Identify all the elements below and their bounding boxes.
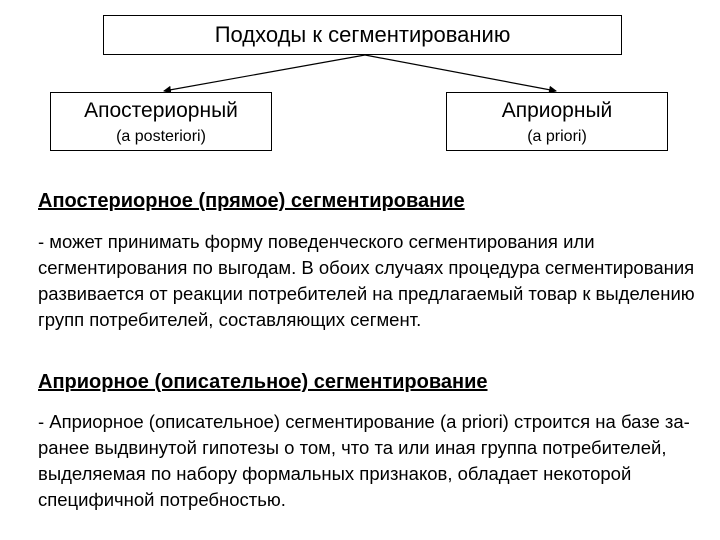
section-text-aposteriori: - может принимать форму поведенческого сегментирования или сегментирования по выгодам. В обоих случаях процедура сегментирования развивается от реакции потребителей на предлагаемый товар к выделению групп потребителей, составляющих сегмент. xyxy=(38,231,695,330)
section-heading-aposteriori: Апостериорное (прямое) сегментирование xyxy=(38,190,465,212)
branch-apriori-label: Априорный xyxy=(501,99,613,122)
section-text-apriori: - Априорное (описательное) сегментирование (a priori) строится на базе за-ранее выдвинутой гипотезы о том, что та или иная группа потребителей, выделяемая по набору формальных признаков, обладает некоторой специфичной потребностью. xyxy=(38,411,690,510)
arrow-to-aposteriori xyxy=(164,55,365,91)
branch-aposteriori-sublabel: (a posteriori) xyxy=(116,128,206,145)
root-node-title: Подходы к сегментированию xyxy=(214,22,511,47)
arrow-to-apriori xyxy=(365,55,556,91)
branch-aposteriori-label: Апостериорный xyxy=(84,99,238,122)
root-node xyxy=(103,15,622,55)
branch-node-aposteriori xyxy=(50,92,272,151)
section-heading-apriori: Априорное (описательное) сегментирование xyxy=(38,371,488,393)
branch-apriori-sublabel: (a priori) xyxy=(527,128,587,145)
branch-node-apriori xyxy=(446,92,668,151)
